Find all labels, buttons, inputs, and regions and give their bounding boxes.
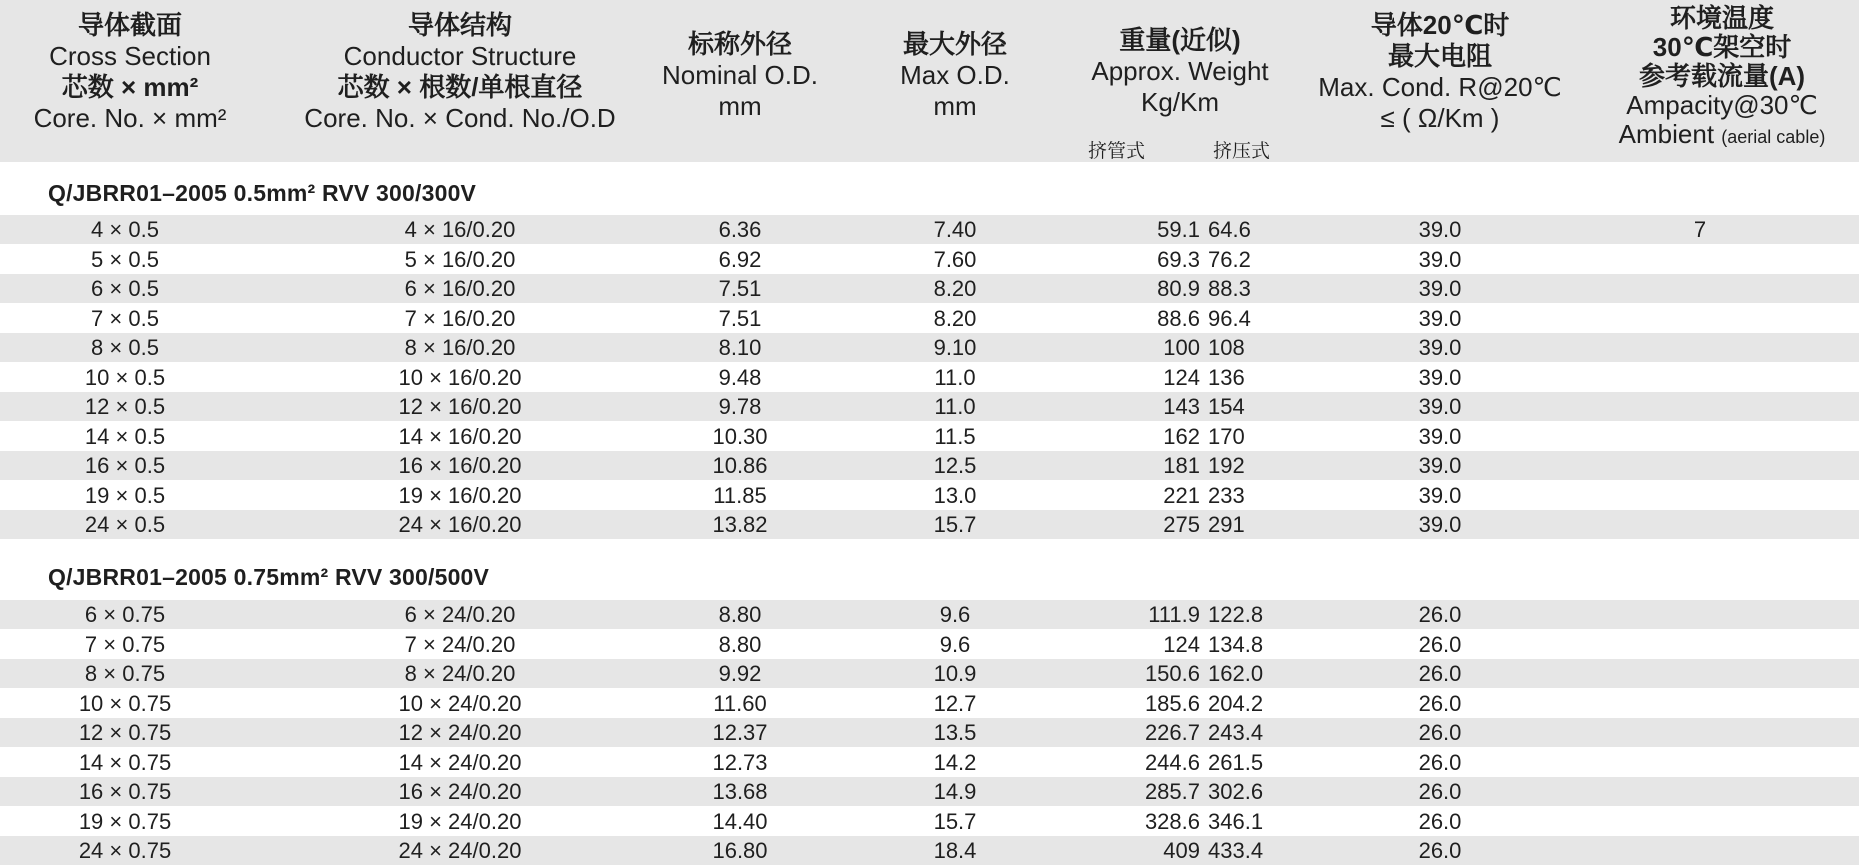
cell-nominal-od: 12.73 xyxy=(712,749,768,775)
cell-weight-tube: 409 xyxy=(1163,838,1200,863)
header-text: 30℃架空时 xyxy=(1652,32,1792,62)
header-ampacity xyxy=(1585,4,1859,166)
section-title: Q/JBRR01–2005 0.5mm² RVV 300/300V xyxy=(48,180,477,206)
cell-nominal-od: 13.68 xyxy=(712,779,768,804)
table-row xyxy=(0,777,1859,806)
header-nominal-od xyxy=(640,29,840,191)
cell-max-od: 14.2 xyxy=(933,749,977,775)
header-text: mm xyxy=(933,91,977,121)
cell-core-section: 7 × 0.75 xyxy=(84,631,166,657)
header-text: ≤ ( Ω/Km ) xyxy=(1380,103,1500,133)
cell-weight-pressure: 108 xyxy=(1208,335,1245,360)
cell-nominal-od: 13.82 xyxy=(712,512,768,537)
cell-nominal-od: 11.85 xyxy=(713,482,767,508)
cell-max-od: 9.6 xyxy=(939,602,971,627)
cell-nominal-od: 14.40 xyxy=(712,808,768,834)
table-row xyxy=(0,630,1859,659)
cell-max-od: 8.20 xyxy=(933,276,977,301)
cell-weight-tube: 69.3 xyxy=(1157,246,1200,272)
cell-max-resistance: 39.0 xyxy=(1418,217,1462,242)
cell-conductor-structure: 16 × 16/0.20 xyxy=(398,453,522,478)
cell-weight-tube: 185.6 xyxy=(1144,690,1200,716)
cell-core-section: 7 × 0.5 xyxy=(91,305,159,331)
cell-max-od: 15.7 xyxy=(933,808,977,834)
header-text: 环境温度 xyxy=(1669,3,1774,33)
cell-max-resistance: 39.0 xyxy=(1418,276,1462,301)
cell-core-section: 16 × 0.75 xyxy=(78,779,172,804)
cell-conductor-structure: 24 × 16/0.20 xyxy=(398,512,522,537)
header-text: 参考载流量(A) xyxy=(1638,61,1806,91)
cell-weight-pressure: 154 xyxy=(1208,394,1245,419)
cell-core-section: 8 × 0.5 xyxy=(91,335,159,360)
cell-max-od: 7.60 xyxy=(933,246,977,272)
cell-weight-tube: 285.7 xyxy=(1144,779,1200,804)
header-text: Kg/Km xyxy=(1140,87,1220,117)
header-text: mm xyxy=(718,91,762,121)
cell-max-od: 13.0 xyxy=(933,482,977,508)
cell-nominal-od: 10.30 xyxy=(712,423,768,449)
section-title: Q/JBRR01–2005 0.75mm² RVV 300/500V xyxy=(48,564,490,590)
cell-core-section: 24 × 0.75 xyxy=(78,838,172,863)
header-conductor-structure xyxy=(260,10,660,172)
cell-weight-tube: 143 xyxy=(1163,394,1200,419)
cell-conductor-structure: 10 × 24/0.20 xyxy=(398,690,522,716)
cell-max-od: 8.20 xyxy=(933,305,977,331)
cell-core-section: 24 × 0.5 xyxy=(84,512,166,537)
cell-core-section: 14 × 0.75 xyxy=(78,749,172,775)
table-row xyxy=(0,215,1859,244)
cell-weight-pressure: 433.4 xyxy=(1208,838,1264,863)
cell-weight-pressure: 302.6 xyxy=(1208,779,1264,804)
cell-nominal-od: 11.60 xyxy=(713,690,767,716)
header-text: Max O.D. xyxy=(900,60,1010,90)
cell-max-resistance: 26.0 xyxy=(1418,602,1462,627)
cell-weight-tube: 181 xyxy=(1163,453,1200,478)
cell-conductor-structure: 19 × 16/0.20 xyxy=(398,482,522,508)
cell-weight-tube: 80.9 xyxy=(1157,276,1200,301)
cell-conductor-structure: 12 × 16/0.20 xyxy=(398,394,522,419)
cell-weight-tube: 162 xyxy=(1163,423,1200,449)
header-text: 最大电阻 xyxy=(1387,41,1492,71)
header-text: 芯数 × mm² xyxy=(61,72,199,102)
cell-weight-pressure: 136 xyxy=(1208,364,1245,390)
table-row xyxy=(0,807,1859,836)
cell-core-section: 6 × 0.75 xyxy=(84,602,166,627)
header-text: Nominal O.D. xyxy=(661,60,819,90)
cell-core-section: 10 × 0.5 xyxy=(84,364,166,390)
header-text: Approx. Weight xyxy=(1091,56,1269,86)
cell-weight-tube: 88.6 xyxy=(1157,305,1200,331)
cell-weight-tube: 100 xyxy=(1163,335,1200,360)
cell-max-od: 11.0 xyxy=(934,394,976,419)
table-row xyxy=(0,748,1859,777)
cell-conductor-structure: 12 × 24/0.20 xyxy=(398,720,522,745)
cell-max-od: 9.10 xyxy=(933,335,977,360)
header-max-od xyxy=(855,29,1055,191)
cell-weight-tube: 124 xyxy=(1163,631,1200,657)
cell-weight-tube: 275 xyxy=(1163,512,1200,537)
header-text: Ampacity@30℃ xyxy=(1626,90,1818,120)
cell-core-section: 19 × 0.75 xyxy=(78,808,172,834)
header-text: 导体结构 xyxy=(407,10,512,40)
table-row xyxy=(0,333,1859,362)
cell-weight-pressure: 162.0 xyxy=(1208,661,1264,686)
table-row xyxy=(0,836,1859,865)
cell-max-od: 11.5 xyxy=(934,423,976,449)
cell-max-resistance: 26.0 xyxy=(1418,690,1462,716)
cell-conductor-structure: 5 × 16/0.20 xyxy=(404,246,516,272)
cell-max-resistance: 39.0 xyxy=(1418,364,1462,390)
table-row xyxy=(0,718,1859,747)
cell-core-section: 16 × 0.5 xyxy=(84,453,166,478)
cell-max-resistance: 39.0 xyxy=(1418,335,1462,360)
cell-weight-pressure: 170 xyxy=(1208,423,1245,449)
cell-weight-tube: 244.6 xyxy=(1144,749,1200,775)
cell-core-section: 4 × 0.5 xyxy=(91,217,159,242)
cell-weight-tube: 328.6 xyxy=(1144,808,1200,834)
cell-weight-pressure: 64.6 xyxy=(1208,217,1251,242)
cell-max-resistance: 26.0 xyxy=(1418,808,1462,834)
header-weight-sub-extruded-tube: 挤管式 xyxy=(1088,141,1146,162)
cell-max-od: 18.4 xyxy=(933,838,977,863)
cell-weight-tube: 221 xyxy=(1163,482,1200,508)
cell-nominal-od: 7.51 xyxy=(718,276,762,301)
table-row xyxy=(0,481,1859,510)
cell-max-resistance: 39.0 xyxy=(1418,482,1462,508)
cell-nominal-od: 9.78 xyxy=(718,394,762,419)
cell-conductor-structure: 4 × 16/0.20 xyxy=(404,217,516,242)
cell-conductor-structure: 19 × 24/0.20 xyxy=(398,808,522,834)
cell-nominal-od: 6.92 xyxy=(718,246,762,272)
cell-max-od: 11.0 xyxy=(934,364,976,390)
cell-weight-tube: 124 xyxy=(1163,364,1200,390)
header-text: 重量(近似) xyxy=(1119,25,1241,55)
cell-weight-pressure: 76.2 xyxy=(1208,246,1251,272)
cell-nominal-od: 8.80 xyxy=(718,602,762,627)
cell-max-od: 9.6 xyxy=(939,631,971,657)
cell-max-resistance: 26.0 xyxy=(1418,720,1462,745)
cell-weight-pressure: 96.4 xyxy=(1208,305,1251,331)
cell-conductor-structure: 24 × 24/0.20 xyxy=(398,838,522,863)
cell-core-section: 19 × 0.5 xyxy=(84,482,166,508)
header-text: 芯数 × 根数/单根直径 xyxy=(337,72,583,102)
cell-weight-tube: 59.1 xyxy=(1157,217,1200,242)
cell-nominal-od: 10.86 xyxy=(712,453,768,478)
cell-conductor-structure: 14 × 24/0.20 xyxy=(398,749,522,775)
table-row xyxy=(0,274,1859,303)
cell-core-section: 8 × 0.75 xyxy=(84,661,166,686)
header-weight-sub-pressure-extruded: 挤压式 xyxy=(1213,141,1271,162)
cell-nominal-od: 8.10 xyxy=(718,335,762,360)
header-text: 导体截面 xyxy=(77,10,182,40)
table-row xyxy=(0,245,1859,274)
cell-max-resistance: 39.0 xyxy=(1418,512,1462,537)
table-row xyxy=(0,363,1859,392)
table-row xyxy=(0,304,1859,333)
cell-weight-pressure: 134.8 xyxy=(1208,631,1264,657)
cell-max-od: 13.5 xyxy=(933,720,977,745)
table-row xyxy=(0,422,1859,451)
cell-weight-pressure: 122.8 xyxy=(1208,602,1264,627)
header-max-resistance xyxy=(1290,10,1590,172)
cell-core-section: 14 × 0.5 xyxy=(84,423,166,449)
cell-weight-pressure: 291 xyxy=(1208,512,1245,537)
header-text: Conductor Structure xyxy=(343,41,577,71)
cell-core-section: 5 × 0.5 xyxy=(91,246,159,272)
cell-weight-tube: 111.9 xyxy=(1148,602,1200,627)
header-text: Ambient xyxy=(1618,119,1715,149)
cell-conductor-structure: 8 × 24/0.20 xyxy=(404,661,516,686)
cell-nominal-od: 6.36 xyxy=(718,217,762,242)
cell-conductor-structure: 16 × 24/0.20 xyxy=(398,779,522,804)
cell-max-od: 7.40 xyxy=(933,217,977,242)
cell-conductor-structure: 7 × 24/0.20 xyxy=(404,631,516,657)
cell-max-resistance: 39.0 xyxy=(1418,394,1462,419)
cell-max-od: 12.7 xyxy=(933,690,977,716)
header-text-small: (aerial cable) xyxy=(1721,127,1826,147)
table-row xyxy=(0,600,1859,629)
cell-nominal-od: 7.51 xyxy=(718,305,762,331)
table-row xyxy=(0,392,1859,421)
cell-weight-tube: 226.7 xyxy=(1144,720,1200,745)
cell-max-od: 14.9 xyxy=(933,779,977,804)
header-text: 最大外径 xyxy=(902,29,1007,59)
cell-weight-tube: 150.6 xyxy=(1144,661,1200,686)
cell-conductor-structure: 8 × 16/0.20 xyxy=(404,335,516,360)
header-text: Cross Section xyxy=(49,41,211,71)
cell-weight-pressure: 261.5 xyxy=(1208,749,1264,775)
table-row xyxy=(0,689,1859,718)
table-row xyxy=(0,659,1859,688)
table-header xyxy=(0,0,1859,162)
cell-max-od: 12.5 xyxy=(933,453,977,478)
cell-nominal-od: 9.92 xyxy=(718,661,762,686)
cell-max-od: 15.7 xyxy=(933,512,977,537)
cell-weight-pressure: 243.4 xyxy=(1208,720,1264,745)
cell-max-resistance: 39.0 xyxy=(1418,423,1462,449)
cell-max-resistance: 39.0 xyxy=(1418,305,1462,331)
cell-max-resistance: 39.0 xyxy=(1418,453,1462,478)
header-text: 导体20℃时 xyxy=(1370,10,1510,40)
header-text: Max. Cond. R@20℃ xyxy=(1318,72,1562,102)
cell-nominal-od: 16.80 xyxy=(712,838,768,863)
cell-core-section: 12 × 0.75 xyxy=(78,720,172,745)
cell-conductor-structure: 10 × 16/0.20 xyxy=(398,364,522,390)
table-row xyxy=(0,451,1859,480)
cell-max-resistance: 26.0 xyxy=(1418,838,1462,863)
cell-nominal-od: 12.37 xyxy=(712,720,768,745)
cell-conductor-structure: 7 × 16/0.20 xyxy=(404,305,516,331)
header-text: Core. No. × Cond. No./O.D xyxy=(304,103,616,133)
cell-core-section: 10 × 0.75 xyxy=(78,690,172,716)
cell-core-section: 12 × 0.5 xyxy=(84,394,166,419)
cell-weight-pressure: 346.1 xyxy=(1208,808,1264,834)
cell-max-od: 10.9 xyxy=(933,661,977,686)
cell-weight-pressure: 204.2 xyxy=(1208,690,1264,716)
cell-max-resistance: 26.0 xyxy=(1418,779,1462,804)
header-text: 标称外径 xyxy=(687,29,792,59)
cell-conductor-structure: 14 × 16/0.20 xyxy=(398,423,522,449)
cell-nominal-od: 8.80 xyxy=(718,631,762,657)
cell-ampacity: 7 xyxy=(1693,217,1707,242)
cell-max-resistance: 26.0 xyxy=(1418,749,1462,775)
header-ambient-line xyxy=(1585,120,1859,152)
cell-max-resistance: 26.0 xyxy=(1418,661,1462,686)
cell-weight-pressure: 233 xyxy=(1208,482,1245,508)
cell-conductor-structure: 6 × 16/0.20 xyxy=(404,276,516,301)
cell-core-section: 6 × 0.5 xyxy=(91,276,159,301)
cell-max-resistance: 26.0 xyxy=(1418,631,1462,657)
header-text: Core. No. × mm² xyxy=(33,103,227,133)
cell-max-resistance: 39.0 xyxy=(1418,246,1462,272)
cell-weight-pressure: 192 xyxy=(1208,453,1245,478)
cell-weight-pressure: 88.3 xyxy=(1208,276,1251,301)
table-row xyxy=(0,510,1859,539)
header-cross-section xyxy=(0,10,260,172)
cell-nominal-od: 9.48 xyxy=(718,364,762,390)
cell-conductor-structure: 6 × 24/0.20 xyxy=(404,602,516,627)
